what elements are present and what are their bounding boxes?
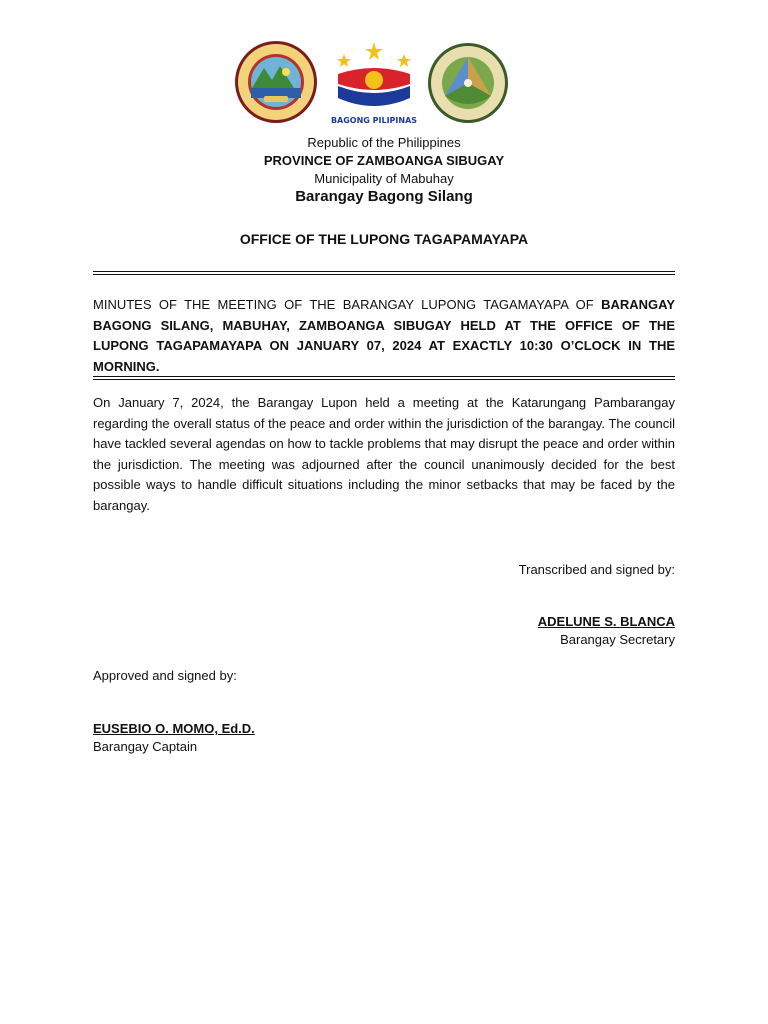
province-line: PROVINCE OF ZAMBOANGA SIBUGAY [263, 153, 505, 168]
captain-name: EUSEBIO O. MOMO, Ed.D. [93, 721, 255, 736]
minutes-heading [93, 295, 675, 377]
office-title: OFFICE OF THE LUPONG TAGAPAMAYAPA [239, 231, 529, 247]
narrative-paragraph: On January 7, 2024, the Barangay Lupon held a meeting at the Katarungang Pambarangay regarding the overall status of the peace and order within the jurisdiction of the barangay. The council have tackled several agendas on how to tackle problems that may disrupt the peace and order within the jurisdiction. The meeting was adjourned after the council unanimously decided for the best possible ways to handle difficult situations including the minor setbacks that may be faced by the barangay. [93, 395, 675, 513]
minutes-bold: BARANGAY BAGONG SILANG, MABUHAY, ZAMBOANGA SIBUGAY HELD AT THE OFFICE OF THE LUPONG TAGAPAMAYAPA ON JANUARY 07, 2024 AT EXACTLY 10:30 O’CLOCK IN THE MORNING. [93, 297, 675, 374]
minutes-divider-top [93, 376, 675, 377]
secretary-title: Barangay Secretary [560, 632, 675, 647]
header-divider-bottom [93, 274, 675, 275]
approved-label: Approved and signed by: [93, 668, 237, 683]
bagong-pilipinas-text: BAGONG PILIPINAS [330, 116, 418, 125]
logo-row [234, 40, 510, 128]
minutes-divider-bottom [93, 379, 675, 380]
header-divider-top [93, 271, 675, 272]
minutes-intro: MINUTES OF THE MEETING OF THE BARANGAY LUPONG TAGAMAYAPA OF [93, 297, 602, 312]
captain-title: Barangay Captain [93, 739, 198, 754]
municipality-of-mabuhay-seal [234, 40, 318, 124]
secretary-name: ADELUNE S. BLANCA [537, 614, 675, 629]
barangay-line: Barangay Bagong Silang [295, 188, 473, 205]
barangay-bagong-silang-seal [427, 42, 509, 124]
republic-line: Republic of the Philippines [307, 135, 461, 150]
transcribed-label: Transcribed and signed by: [518, 562, 675, 577]
municipality-line: Municipality of Mabuhay [314, 171, 454, 186]
bagong-pilipinas-logo [330, 40, 418, 126]
